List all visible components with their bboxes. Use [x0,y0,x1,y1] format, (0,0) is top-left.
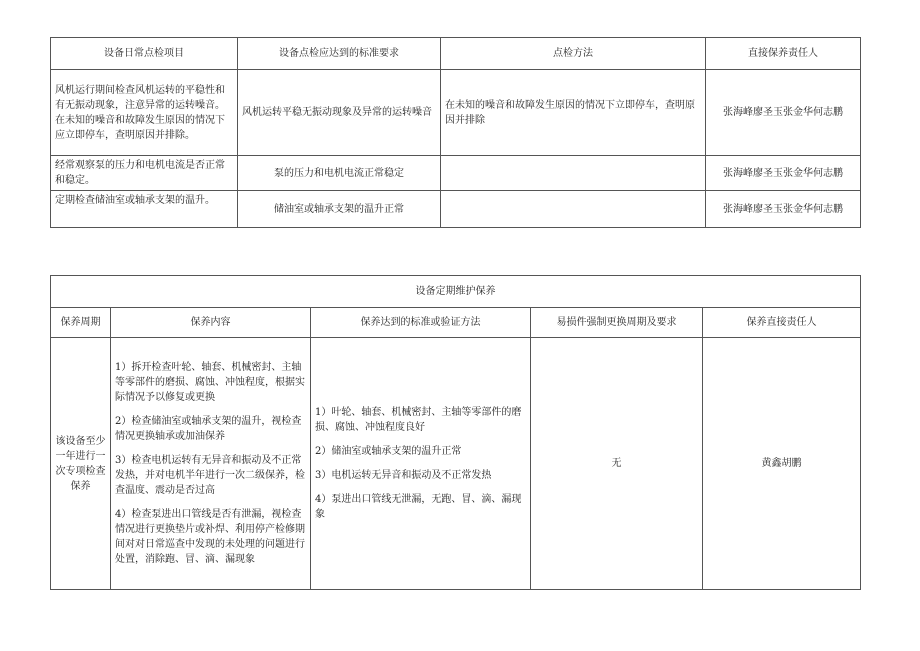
col-header: 设备点检应达到的标准要求 [238,38,441,70]
inspection-standard: 风机运转平稳无振动现象及异常的运转噪音 [238,70,441,156]
col-header: 保养达到的标准或验证方法 [311,308,531,338]
inspection-method [441,156,706,191]
maintenance-responsible: 黄鑫胡鹏 [703,338,861,590]
table-row [51,338,861,590]
table-row [51,191,861,228]
table-header-row [51,38,861,70]
col-header: 设备日常点检项目 [51,38,238,70]
maintenance-cycle: 该设备至少一年进行一次专项检查保养 [51,338,111,590]
col-header: 保养直接责任人 [703,308,861,338]
inspection-item: 经常观察泵的压力和电机电流是否正常和稳定。 [51,156,238,191]
table-row [51,70,861,156]
inspection-item: 风机运行期间检查风机运转的平稳性和有无振动现象，注意异常的运转噪音。在未知的噪音和故障发生原因的情况下应立即停车，查明原因并排除。 [51,70,238,156]
col-header: 保养内容 [111,308,311,338]
standard-item: 4）泵进出口管线无泄漏，无跑、冒、滴、漏现象 [315,494,522,520]
content-item: 4）检查泵进出口管线是否有泄漏，视检查情况进行更换垫片或补焊、利用停产检修期间对对日常巡查中发现的未处理的问题进行处置，消除跑、冒、滴、漏现象 [115,509,305,565]
wear-parts-replacement: 无 [531,338,703,590]
standard-item: 1）叶轮、轴套、机械密封、主轴等零部件的磨损、腐蚀、冲蚀程度良好 [315,407,522,433]
table-header-row [51,308,861,338]
col-header: 易损件强制更换周期及要求 [531,308,703,338]
col-header: 直接保养责任人 [706,38,861,70]
inspection-item: 定期检查储油室或轴承支架的温升。 [51,191,238,228]
responsible-person: 张海峰廖圣玉张金华何志鹏 [706,191,861,228]
inspection-method [441,191,706,228]
table-title-row [51,276,861,308]
periodic-maintenance-table [50,275,861,590]
inspection-standard: 储油室或轴承支架的温升正常 [238,191,441,228]
content-item: 1）拆开检查叶轮、轴套、机械密封、主轴等零部件的磨损、腐蚀、冲蚀程度，根据实际情况予以修复或更换 [115,362,305,403]
maintenance-content [111,338,311,590]
col-header: 保养周期 [51,308,111,338]
standard-item: 3）电机运转无异音和振动及不正常发热 [315,470,492,481]
inspection-standard: 泵的压力和电机电流正常稳定 [238,156,441,191]
inspection-method: 在未知的噪音和故障发生原因的情况下立即停车，查明原因并排除 [441,70,706,156]
daily-inspection-table [50,37,861,228]
col-header: 点检方法 [441,38,706,70]
content-item: 2）检查储油室或轴承支架的温升，视检查情况更换轴承或加油保养 [115,416,302,442]
table-title: 设备定期维护保养 [51,276,861,308]
responsible-person: 张海峰廖圣玉张金华何志鹏 [706,70,861,156]
standard-item: 2）储油室或轴承支架的温升正常 [315,446,462,457]
table-row [51,156,861,191]
responsible-person: 张海峰廖圣玉张金华何志鹏 [706,156,861,191]
content-item: 3）检查电机运转有无异音和振动及不正常发热，并对电机半年进行一次二级保养，检查温度、震动是否过高 [115,455,305,496]
maintenance-standard [311,338,531,590]
